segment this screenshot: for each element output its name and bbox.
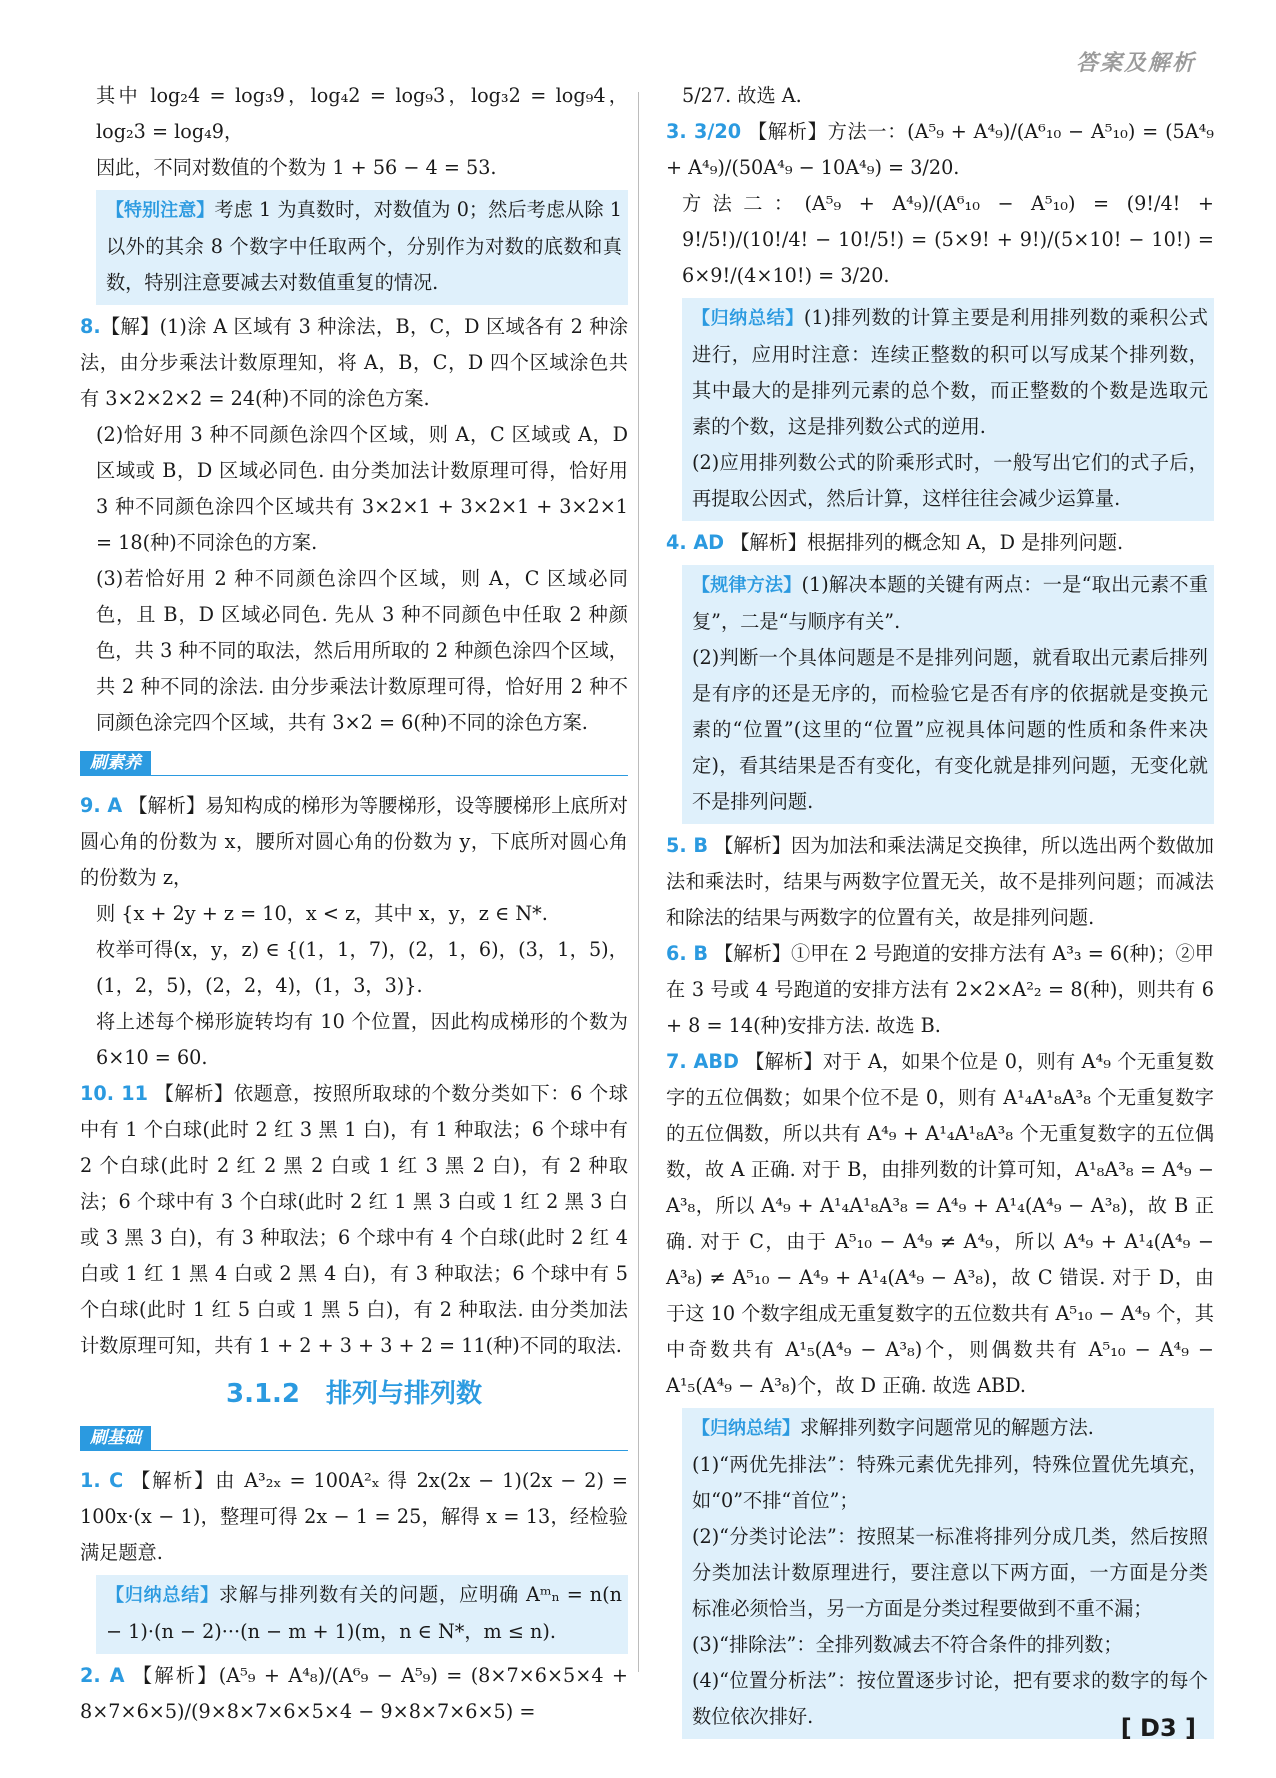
note-text: 求解与排列数有关的问题，应明确 Aᵐₙ = n(n − 1)·(n − 2)···(n − m + 1)(m，n ∈ N*，m ≤ n). xyxy=(106,1583,622,1643)
answer-8: 8.【解】(1)涂 A 区域有 3 种涂法，B，C，D 区域各有 2 种涂法，由分步乘法计数原理知，将 A，B，C，D 四个区域涂色共有 3×2×2×2 = 24(种)不同的涂色方案. xyxy=(80,315,629,410)
answer-3-method2: 方法二：(A⁵₉ + A⁴₉)/(A⁶₁₀ − A⁵₁₀) = (9!/4! + 9!/5!)/(10!/4! − 10!/5!) = (5×9! + 9!)/(5×10! − 10!) = 6×9!/(4×10!) = 3/20. xyxy=(682,192,1214,287)
note-text: (3)“排除法”：全排列数减去不符合条件的排列数； xyxy=(692,1633,1123,1656)
right-column xyxy=(666,78,1214,1743)
note-text: (2)应用排列数公式的阶乘形式时，一般写出它们的式子后，再提取公因式，然后计算，这样往往会减少运算量. xyxy=(692,451,1208,510)
note-box xyxy=(96,190,628,305)
note-box: 【规律方法】(1)解决本题的关键有两点：一是“取出元素不重复”，二是“与顺序有关”. (2)判断一个具体问题是不是排列问题，就看取出元素后排列是有序的还是无序的，而检验它是否有序的依据就是变换元素的“位置”(这里的“位置”应视具体问题的性质和条件来决定)，看其结果是否有变化，有变化就是排列问题，无变化就不是排列问题. xyxy=(682,565,1214,824)
section-bar: 刷素养 xyxy=(80,751,628,776)
text-line: 因此，不同对数值的个数为 1 + 56 − 4 = 53. xyxy=(96,156,497,179)
answer-10: 10. 11 【解析】依题意，按照所取球的个数分类如下：6 个球中有 1 个白球(此时 2 红 3 黑 1 白)，有 1 种取法；6 个球中有 2 个白球(此时 2 红 2 黑 2 白或 1 红 3 黑 2 白)，有 2 种取法；6 个球中有 3 个白球(此时 2 红 1 黑 3 白或 1 红 2 黑 3 白或 3 黑 3 白)，有 3 种取法；6 个球中有 4 个白球(此时 2 红 4 白或 1 红 1 黑 4 白或 2 黑 4 白)，有 3 种取法；6 个球中有 5 个白球(此时 1 红 5 白或 1 黑 5 白)，有 2 种取法. 由分类加法计数原理可知，共有 1 + 2 + 3 + 3 + 2 = 11(种)不同的取法. xyxy=(80,1082,628,1357)
note-label: 【特别注意】 xyxy=(106,200,215,221)
note-label: 【归纳总结】 xyxy=(692,1418,800,1439)
answer-4: 4. AD 【解析】根据排列的概念知 A，D 是排列问题. xyxy=(666,531,1124,554)
note-box: 【归纳总结】(1)排列数的计算主要是利用排列数的乘积公式进行，应用时注意：连续正整数的积可以写成某个排列数，其中最大的是排列元素的总个数，而正整数的个数是选取元素的个数，这是排列数公式的逆用. (2)应用排列数公式的阶乘形式时，一般写出它们的式子后，再提取公因式，然后计算，这样往往会减少运算量. xyxy=(682,298,1214,521)
note-text: (1)“两优先排法”：特殊元素优先排列，特殊位置优先填充，如“0”不排“首位”； xyxy=(692,1453,1208,1512)
answer-9-enum: 枚举可得(x，y，z) ∈ {(1，1，7)，(2，1，6)，(3，1，5)，(1，2，5)，(2，2，4)，(1，3，3)}. xyxy=(96,938,628,997)
left-column xyxy=(80,78,628,1730)
text-line: 其中 log₂4 = log₃9，log₄2 = log₉3，log₃2 = log₉4，log₂3 = log₄9， xyxy=(96,84,628,143)
header-title: 答案及解析 xyxy=(1075,51,1196,76)
note-label: 【归纳总结】 xyxy=(692,308,804,329)
note-box: 【归纳总结】求解排列数字问题常见的解题方法. (1)“两优先排法”：特殊元素优先排列，特殊位置优先填充，如“0”不排“首位”； (2)“分类讨论法”：按照某一标准将排列分成几类，然后按照分类加法计数原理进行，要注意以下两方面，一方面是分类标准必须恰当，另一方面是分类过程要做到不重不漏； (3)“排除法”：全排列数减去不符合条件的排列数； (4)“位置分析法”：按位置逐步讨论，把有要求的数字的每个数位依次排好. xyxy=(682,1408,1214,1739)
answer-1: 1. C 【解析】由 A³₂ₓ = 100A²ₓ 得 2x(2x − 1)(2x − 2) = 100x·(x − 1)，整理可得 2x − 1 = 25，解得 x = 13，经检验满足题意. xyxy=(80,1469,629,1564)
section-bar: 刷基础 xyxy=(80,1426,628,1451)
note-label: 【归纳总结】 xyxy=(106,1585,219,1606)
note-text: (4)“位置分析法”：按位置逐步讨论，把有要求的数字的每个数位依次排好. xyxy=(692,1669,1208,1728)
text-line: 5/27. 故选 A. xyxy=(682,84,802,107)
answer-5: 5. B 【解析】因为加法和乘法满足交换律，所以选出两个数做加法和乘法时，结果与两数字位置无关，故不是排列问题；而减法和除法的结果与两数字的位置有关，故是排列问题. xyxy=(666,834,1214,929)
answer-8-part3: (3)若恰好用 2 种不同颜色涂四个区域，则 A，C 区域必同色，且 B，D 区域必同色. 先从 3 种不同颜色中任取 2 种颜色，共 3 种不同的取法，然后用所取的 2 种颜色涂四个区域，共 2 种不同的涂法. 由分步乘法计数原理可得，恰好用 2 种不同颜色涂完四个区域，共有 3×2 = 6(种)不同的涂色方案. xyxy=(96,567,628,734)
answer-3: 3. 3/20 【解析】方法一：(A⁵₉ + A⁴₉)/(A⁶₁₀ − A⁵₁₀) = (5A⁴₉ + A⁴₉)/(50A⁴₉ − 10A⁴₉) = 3/20. xyxy=(666,120,1215,179)
answer-9-result: 将上述每个梯形旋转均有 10 个位置，因此构成梯形的个数为 6×10 = 60. xyxy=(96,1010,628,1069)
note-text: (2)判断一个具体问题是不是排列问题，就看取出元素后排列是有序的还是无序的，而检验它是否有序的依据就是变换元素的“位置”(这里的“位置”应视具体问题的性质和条件来决定)，看其结果是否有变化，有变化就是排列问题，无变化就不是排列问题. xyxy=(692,646,1208,813)
section-title: 3.1.2 排列与排列数 xyxy=(225,1379,483,1409)
answer-8-part2: (2)恰好用 3 种不同颜色涂四个区域，则 A，C 区域或 A，D 区域或 B，D 区域必同色. 由分类加法计数原理可得，恰好用 3 种不同颜色涂四个区域共有 3×2×1 + 3×2×1 + 3×2×1 = 18(种)不同涂色的方案. xyxy=(96,423,628,554)
answer-9: 9. A 【解析】易知构成的梯形为等腰梯形，设等腰梯形上底所对圆心角的份数为 x，腰所对圆心角的份数为 y，下底所对圆心角的份数为 z， xyxy=(80,794,628,889)
note-box xyxy=(96,1575,628,1654)
answer-9-system: 则 {x + 2y + z = 10，x < z，其中 x，y，z ∈ N*. xyxy=(96,902,548,925)
answer-7: 7. ABD 【解析】对于 A，如果个位是 0，则有 A⁴₉ 个无重复数字的五位偶数；如果个位不是 0，则有 A¹₄A¹₈A³₈ 个无重复数字的五位偶数，所以共有 A⁴₉ + A¹₄A¹₈A³₈ 个无重复数字的五位偶数，故 A 正确. 对于 B，由排列数的计算可知，A¹₈A³₈ = A⁴₉ − A³₈，所以 A⁴₉ + A¹₄A¹₈A³₈ = A⁴₉ + A¹₄(A⁴₉ − A³₈)，故 B 正确. 对于 C，由于 A⁵₁₀ − A⁴₉ ≠ A⁴₉，所以 A⁴₉ + A¹₄(A⁴₉ − A³₈) ≠ A⁵₁₀ − A⁴₉ + A¹₄(A⁴₉ − A³₈)，故 C 错误. 对于 D，由于这 10 个数字组成无重复数字的五位数共有 A⁵₁₀ − A⁴₉ 个，其中奇数共有 A¹₅(A⁴₉ − A³₈)个，则偶数共有 A⁵₁₀ − A⁴₉ − A¹₅(A⁴₉ − A³₈)个，故 D 正确. 故选 ABD. xyxy=(666,1050,1214,1397)
page-number: [ D3 ] xyxy=(1120,1714,1196,1742)
note-label: 【规律方法】 xyxy=(692,575,802,596)
column-divider xyxy=(638,92,639,1672)
answer-2: 2. A 【解析】(A⁵₉ + A⁴₈)/(A⁶₉ − A⁵₉) = (8×7×6×5×4 + 8×7×6×5)/(9×8×7×6×5×4 − 9×8×7×6×5) = xyxy=(80,1664,628,1723)
answer-6: 6. B 【解析】①甲在 2 号跑道的安排方法有 A³₃ = 6(种)；②甲在 3 号或 4 号跑道的安排方法有 2×2×A²₂ = 8(种)，则共有 6 + 8 = 14(种)安排方法. 故选 B. xyxy=(666,942,1214,1037)
note-text: (2)“分类讨论法”：按照某一标准将排列分成几类，然后按照分类加法计数原理进行，要注意以下两方面，一方面是分类标准必须恰当，另一方面是分类过程要做到不重不漏； xyxy=(692,1525,1208,1620)
note-text: 考虑 1 为真数时，对数值为 0；然后考虑从除 1 以外的其余 8 个数字中任取两个，分别作为对数的底数和真数，特别注意要减去对数值重复的情况. xyxy=(106,198,622,294)
